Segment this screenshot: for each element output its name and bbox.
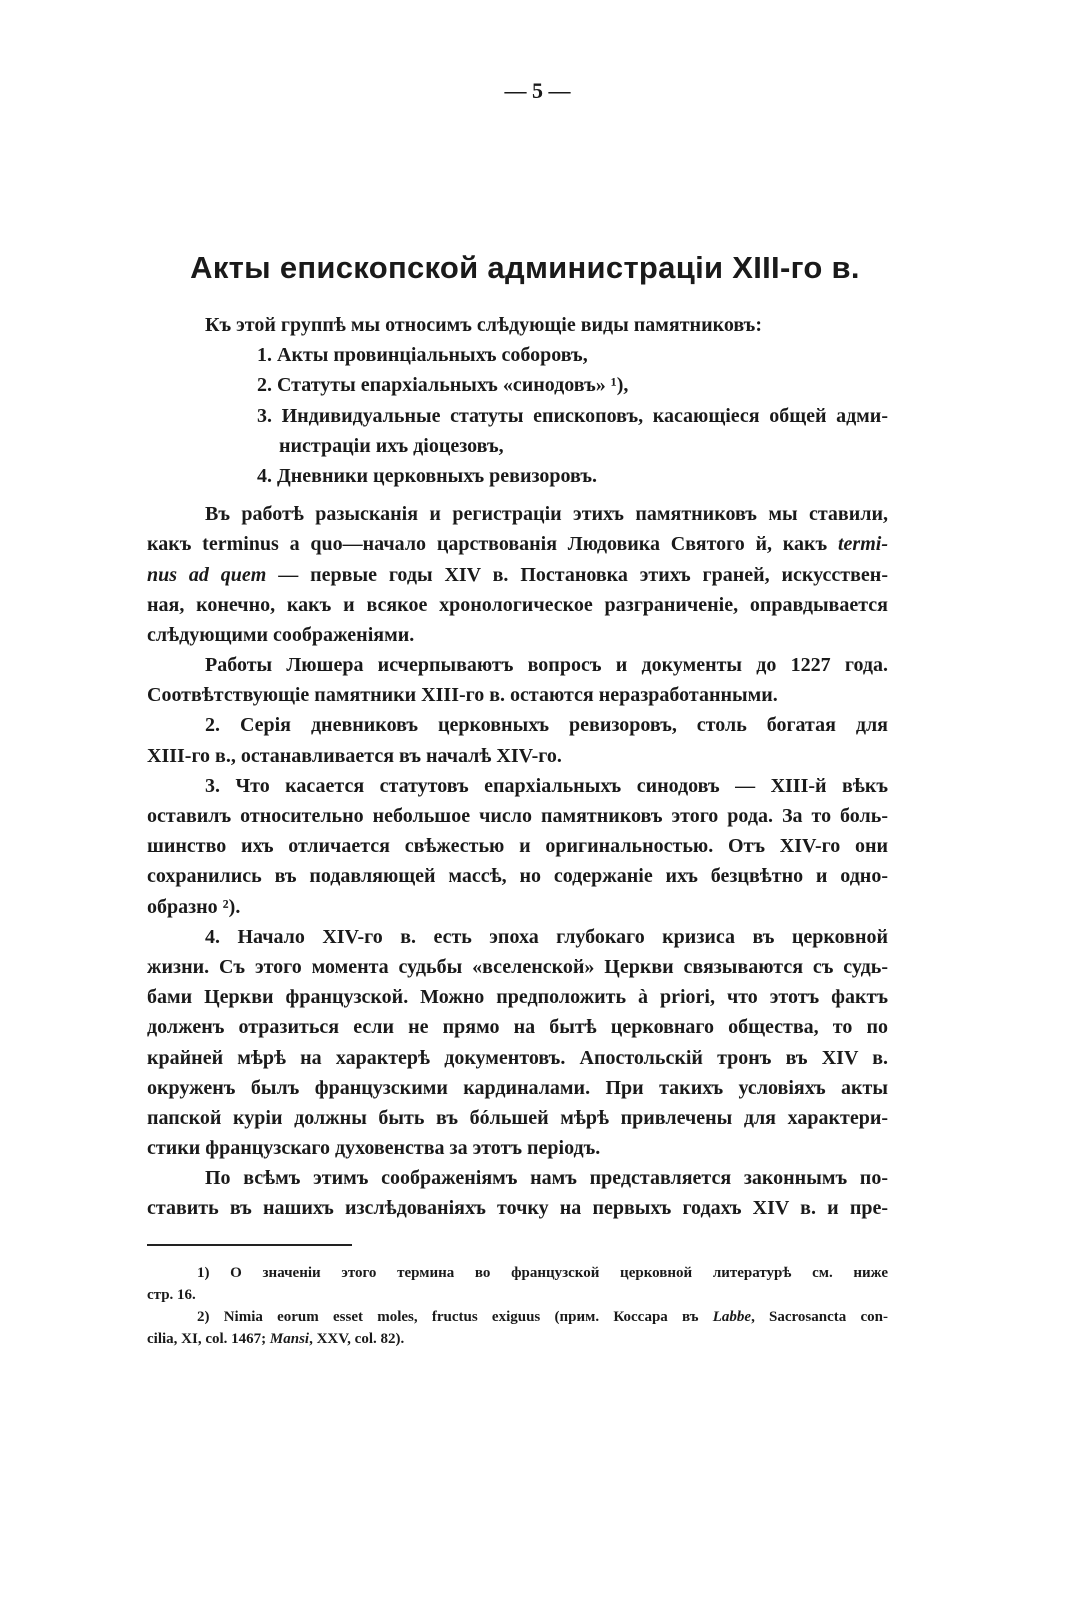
footnote-divider: [147, 1244, 352, 1246]
footnote-line: [147, 1328, 888, 1350]
text-line: стики французскаго духовенства за этотъ перiодъ.: [147, 1137, 601, 1160]
text-line: крайней мѣрѣ на характерѣ документовъ. Апостольскiй тронъ въ XIV в.: [147, 1046, 888, 1069]
text-line: Въ работѣ разысканiя и регистрацiи этихъ памятниковъ мы ставили,: [205, 503, 888, 526]
list-item-continuation: нистрацiи ихъ дiоцезовъ,: [279, 434, 504, 457]
footnote-line: стр. 16.: [147, 1287, 196, 1303]
italic-term: Labbe: [712, 1309, 752, 1325]
text-line: долженъ отразиться если не прямо на бытѣ церковнаго общества, то по: [147, 1016, 888, 1039]
text-line: ставить въ нашихъ изслѣдованiяхъ точку на первыхъ годахъ XIV в. и пре-: [147, 1197, 888, 1220]
text-line: Работы Люшера исчерпываютъ вопросъ и документы до 1227 года.: [205, 654, 888, 677]
intro-line: Къ этой группѣ мы относимъ слѣдующiе виды памятниковъ:: [205, 314, 762, 336]
text-line: образно ²).: [147, 895, 241, 918]
text-segment: — первые годы XIV в. Постановка этихъ граней, искусствен-: [266, 563, 888, 586]
text-line: бами Церкви французской. Можно предположить à priori, что этотъ фактъ: [147, 986, 888, 1009]
italic-term: Mansi: [269, 1331, 310, 1347]
list-item: 3. Индивидуальные статуты епископовъ, касающiеся общей адми-: [257, 404, 888, 427]
text-segment: , XXV, col. 82).: [309, 1331, 405, 1347]
text-segment: cilia, XI, col. 1467;: [147, 1331, 270, 1347]
text-line: 3. Что касается статутовъ епархiальныхъ синодовъ — XIII-й вѣкъ: [205, 774, 888, 797]
text-line: окруженъ былъ французскими кардиналами. При такихъ условiяхъ акты: [147, 1076, 888, 1099]
italic-term: termi-: [838, 533, 888, 556]
footnotes: [147, 1262, 888, 1350]
chapter-title: Акты епископской администрацiи XIII-го в.: [190, 250, 860, 285]
text-line: Соотвѣтствующiе памятники XIII-го в. остаются неразработанными.: [147, 684, 778, 707]
text-line: 4. Начало XIV-го в. есть эпоха глубокаго кризиса въ церковной: [205, 925, 888, 948]
list-item: 2. Статуты епархiальныхъ «синодовъ» ¹),: [257, 374, 629, 397]
body-text: [147, 310, 888, 1224]
text-segment: какъ terminus a quo—начало царствованiя Людовика Святого й, какъ: [147, 533, 838, 556]
list-item: 1. Акты провинцiальныхъ соборовъ,: [257, 344, 588, 367]
italic-term: nus ad quem: [147, 563, 267, 586]
list-item: 4. Дневники церковныхъ ревизоровъ.: [257, 464, 598, 487]
text-line: слѣдующими соображенiями.: [147, 623, 415, 646]
text-line: [147, 560, 888, 590]
page-number: — 5 —: [504, 78, 571, 103]
text-line: папской курiи должны быть въ бóльшей мѣрѣ привлечены для характери-: [147, 1106, 888, 1129]
text-line: 2. Серiя дневниковъ церковныхъ ревизоровъ, столь богатая для: [205, 714, 888, 737]
text-line: ная, конечно, какъ и всякое хронологическое разграниченiе, оправдывается: [147, 593, 888, 616]
text-line: шинство ихъ отличается свѣжестью и оригинальностью. Отъ XIV-го они: [147, 835, 888, 858]
text-line: XIII-го в., останавливается въ началѣ XIV-го.: [147, 744, 562, 767]
text-line: жизни. Съ этого момента судьбы «вселенской» Церкви связываются съ судь-: [147, 955, 888, 978]
text-segment: , Sacrosancta con-: [751, 1309, 888, 1325]
text-line: оставилъ относительно небольшое число памятниковъ этого рода. За то боль-: [147, 805, 888, 827]
text-segment: 2) Nimia eorum esset moles, fructus exiguus (прим. Коссара въ: [197, 1309, 713, 1325]
text-line: сохранились въ подавляющей массѣ, но содержанiе ихъ безцвѣтно и одно-: [147, 865, 888, 888]
footnote-line: [147, 1306, 888, 1328]
text-line: [147, 529, 888, 559]
text-line: По всѣмъ этимъ соображенiямъ намъ представляется законнымъ по-: [205, 1167, 888, 1190]
footnote-line: 1) О значенiи этого термина во французской церковной литературѣ см. ниже: [197, 1265, 888, 1281]
